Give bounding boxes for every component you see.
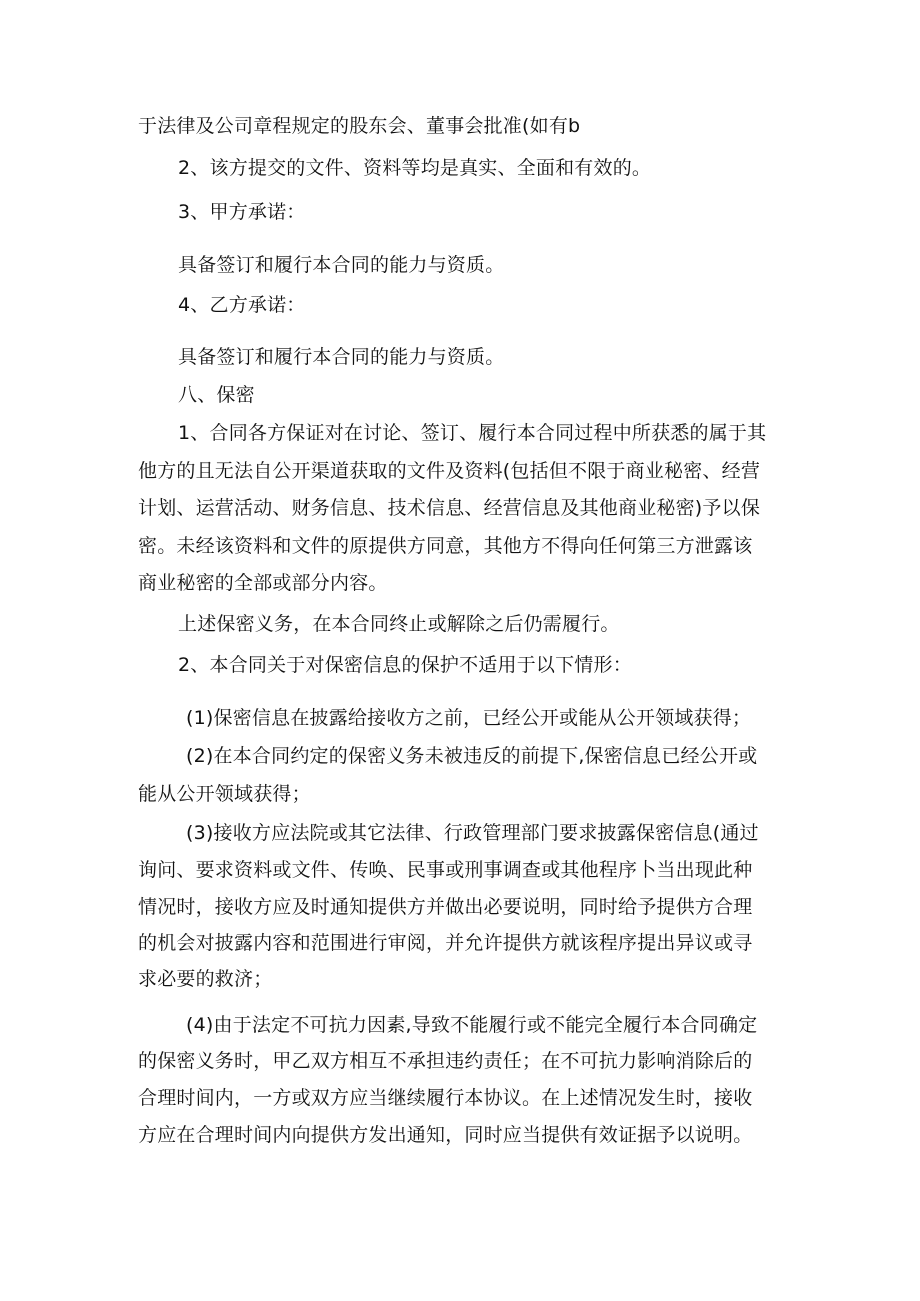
- list-item-line: (1)保密信息在披露给接收方之前，已经公开或能从公开领域获得；: [186, 707, 752, 729]
- paragraph-line: 他方的且无法自公开渠道获取的文件及资料(包括但不限于商业秘密、经营: [138, 460, 761, 482]
- list-item-line: 的机会对披露内容和范围进行审阅，并允许提供方就该程序提出异议或寻: [138, 932, 753, 954]
- paragraph-line: 2、该方提交的文件、资料等均是真实、全面和有效的。: [178, 157, 652, 179]
- paragraph-line: 具备签订和履行本合同的能力与资质。: [178, 346, 505, 368]
- paragraph-line: 具备签订和履行本合同的能力与资质。: [178, 254, 505, 276]
- list-item-line: 能从公开领域获得；: [138, 783, 311, 805]
- list-item-line: 询问、要求资料或文件、传唤、民事或刑事调查或其他程序卜当出现此种: [138, 859, 753, 881]
- list-item-line: 求必要的救济；: [138, 968, 273, 990]
- paragraph-line: 计划、运营活动、财务信息、技术信息、经营信息及其他商业秘密)予以保: [138, 497, 761, 519]
- chapter-heading: 八、保密: [178, 384, 255, 406]
- paragraph-line: 上述保密义务，在本合同终止或解除之后仍需履行。: [178, 613, 620, 635]
- paragraph-line: 于法律及公司章程规定的股东会、董事会批准(如有b: [138, 115, 581, 137]
- list-item-line: (3)接收方应法院或其它法律、行政管理部门要求披露保密信息(通过: [186, 822, 759, 844]
- section-heading: 4、乙方承诺：: [178, 294, 306, 316]
- list-item-line: 情况时，接收方应及时通知提供方并做出必要说明，同时给予提供方合理: [138, 896, 753, 918]
- list-item-line: 方应在合理时间内向提供方发出通知，同时应当提供有效证据予以说明。: [138, 1124, 753, 1146]
- list-item-line: 的保密义务时，甲乙双方相互不承担违约责任；在不可抗力影响消除后的: [138, 1050, 753, 1072]
- paragraph-line: 密。未经该资料和文件的原提供方同意，其他方不得向任何第三方泄露该: [138, 535, 753, 557]
- paragraph-line: 1、合同各方保证对在讨论、签订、履行本合同过程中所获悉的属于其: [178, 422, 767, 444]
- paragraph-line: 商业秘密的全部或部分内容。: [138, 572, 388, 594]
- list-item-line: 合理时间内，一方或双方应当继续履行本协议。在上述情况发生时，接收: [138, 1087, 753, 1109]
- list-item-line: (2)在本合同约定的保密义务未被违反的前提下,保密信息已经公开或: [186, 745, 758, 767]
- section-heading: 3、甲方承诺：: [178, 201, 306, 223]
- list-item-line: (4)由于法定不可抗力因素,导致不能履行或不能完全履行本合同确定: [186, 1014, 758, 1036]
- paragraph-line: 2、本合同关于对保密信息的保护不适用于以下情形：: [178, 654, 632, 676]
